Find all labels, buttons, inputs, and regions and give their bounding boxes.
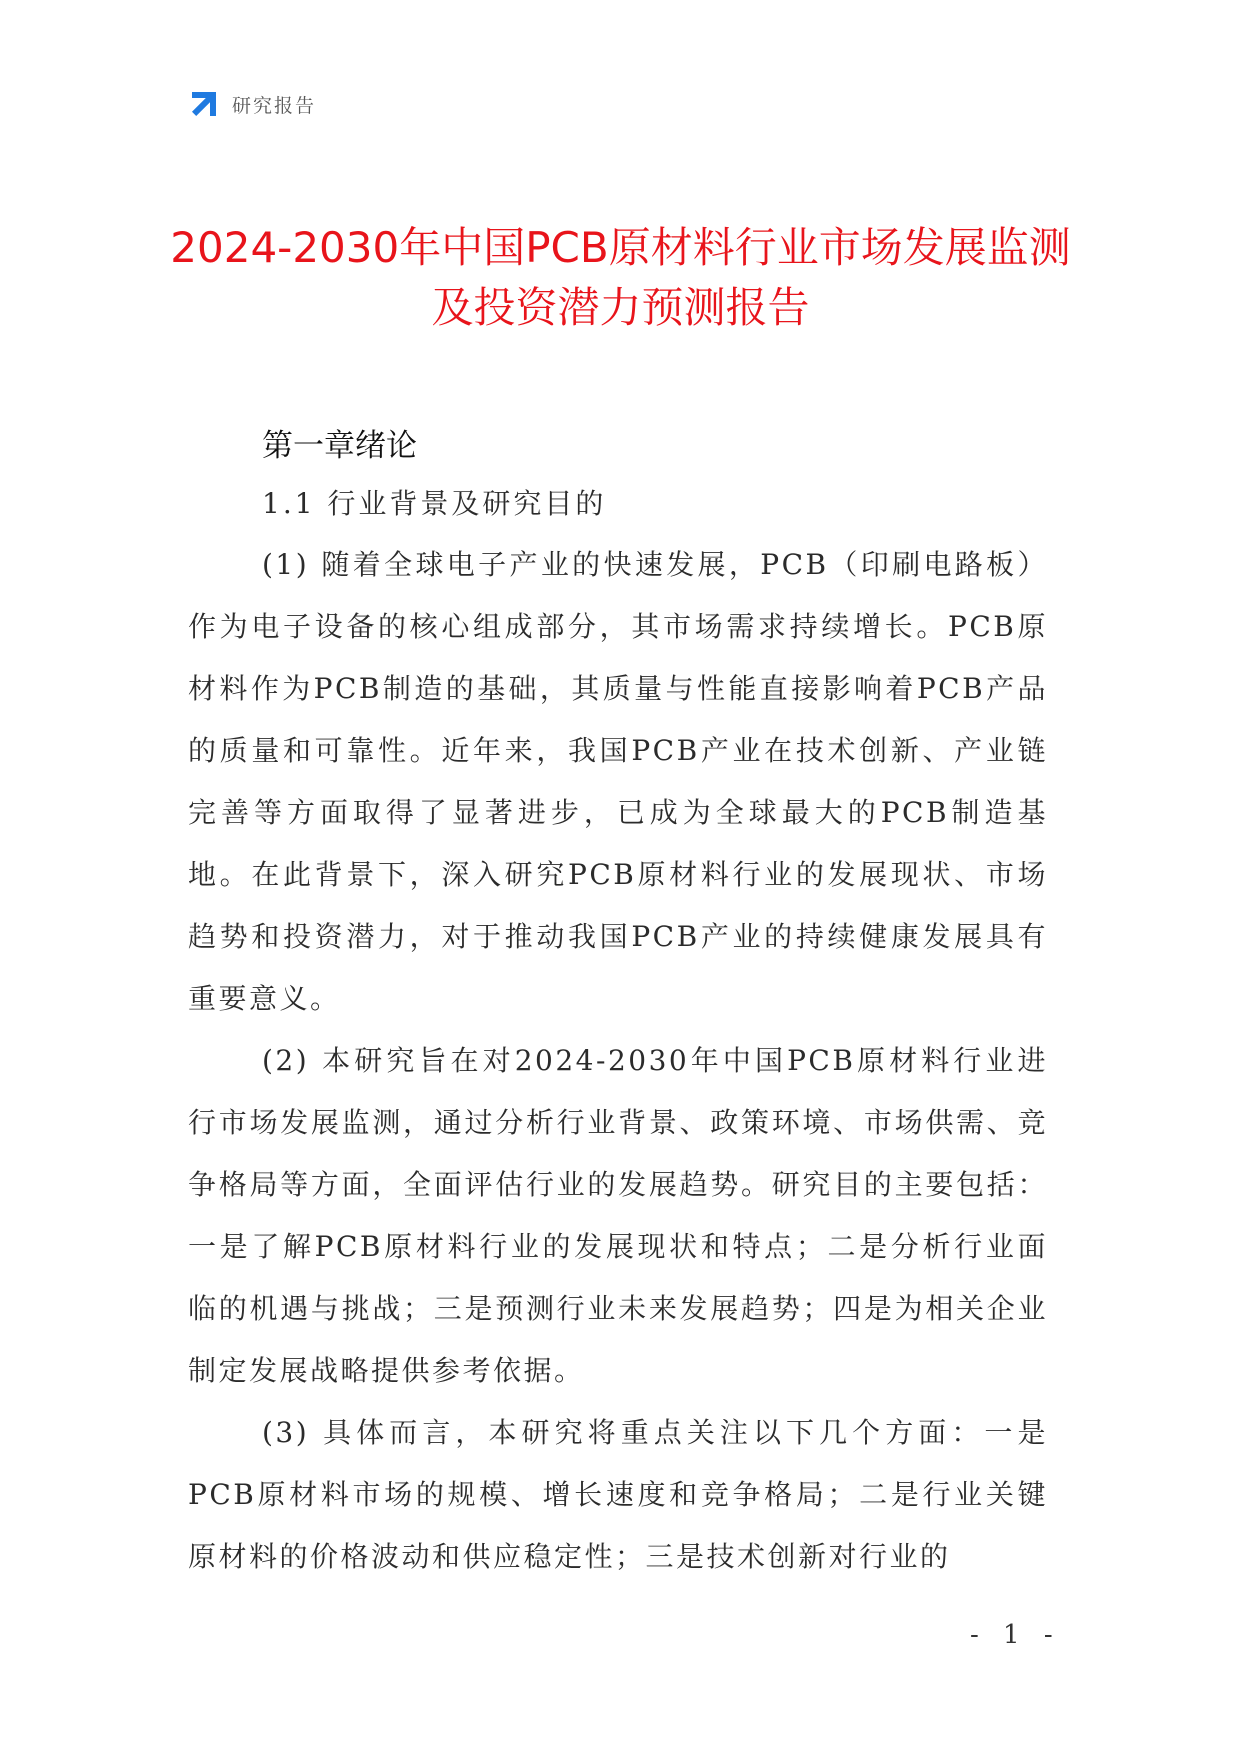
section-heading: 1.1 行业背景及研究目的 (262, 487, 607, 520)
page-number: - 1 - (970, 1620, 1061, 1650)
paragraph: (1) 随着全球电子产业的快速发展，PCB（印刷电路板）作为电子设备的核心组成部分，其市场需求持续增长。PCB原材料作为PCB制造的基础，其质量与性能直接影响着PCB产品的质量和可靠性。近年来，我国PCB产业在技术创新、产业链完善等方面取得了显著进步，已成为全球最大的PCB制造基地。在此背景下，深入研究PCB原材料行业的发展现状、市场趋势和投资潜力，对于推动我国PCB产业的持续健康发展具有重要意义。 (188, 548, 1048, 1015)
arrow-up-right-icon (188, 88, 220, 120)
document-body (188, 534, 1048, 1588)
report-header (188, 88, 316, 120)
paragraph: (3) 具体而言，本研究将重点关注以下几个方面：一是PCB原材料市场的规模、增长速度和竞争格局；二是行业关键原材料的价格波动和供应稳定性；三是技术创新对行业的 (188, 1416, 1048, 1573)
header-label: 研究报告 (232, 94, 317, 117)
paragraph: (2) 本研究旨在对2024-2030年中国PCB原材料行业进行市场发展监测，通过分析行业背景、政策环境、市场供需、竞争格局等方面，全面评估行业的发展趋势。研究目的主要包括：一是了解PCB原材料行业的发展现状和特点；二是分析行业面临的机遇与挑战；三是预测行业未来发展趋势；四是为相关企业制定发展战略提供参考依据。 (188, 1044, 1048, 1387)
document-title: 2024-2030年中国PCB原材料行业市场发展监测及投资潜力预测报告 (170, 223, 1071, 332)
chapter-heading: 第一章绪论 (262, 428, 417, 464)
